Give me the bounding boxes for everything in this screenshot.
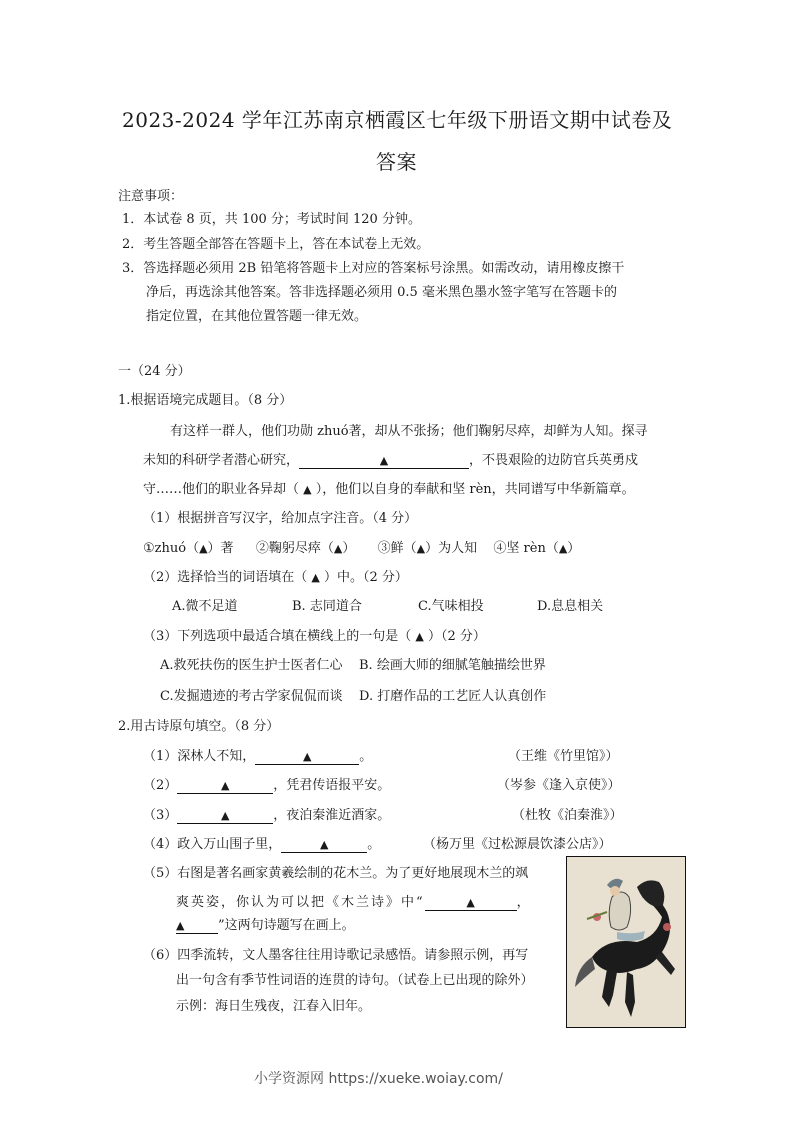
sub-question-2-prompt: （2）选择恰当的词语填在（ ▲ ）中。（2 分）	[143, 570, 408, 585]
mulan-painting	[566, 856, 686, 1028]
section-heading: 一（24 分）	[118, 364, 191, 379]
question-2-heading: 2.用古诗原句填空。（8 分）	[118, 719, 280, 734]
notice-item-3-cont1: 净后，再选涂其他答案。答非选择题必须用 0.5 毫米黑色墨水签字笔写在答题卡的	[146, 285, 617, 300]
pinyin-item-2[interactable]: ②鞠躬尽瘁（▲）	[255, 541, 356, 556]
option-d[interactable]: D.息息相关	[537, 599, 604, 614]
poem-line-3: （3） ▲ ，夜泊秦淮近酒家。	[143, 808, 391, 823]
answer-blank[interactable]: ▲	[255, 750, 359, 765]
option-a[interactable]: A.救死扶伤的医生护士医者仁心	[160, 658, 343, 673]
footer-watermark: 小学资源网 https://xueke.woiay.com/	[254, 1071, 503, 1087]
item-5-line-1: （5）右图是著名画家黄羲绘制的花木兰。为了更好地展现木兰的飒	[143, 866, 529, 881]
notice-item-1: 1．本试卷 8 页，共 100 分；考试时间 120 分钟。	[122, 212, 421, 227]
answer-marker[interactable]: ▲	[303, 483, 312, 496]
pinyin-item-4[interactable]: ④坚 rèn（▲）	[493, 541, 581, 556]
item-6-example: 示例：海日生残夜，江春入旧年。	[176, 999, 372, 1014]
poem-source-4: （杨万里《过松源晨饮漆公店》）	[423, 837, 612, 852]
sub-question-1-items	[143, 537, 580, 556]
pinyin-item-3[interactable]: ③鲜（▲）为人知	[377, 541, 478, 556]
passage-line-3: 守……他们的职业各异却（ ▲ ），他们以自身的奉献和坚 rèn，共同谱写中华新篇章。	[143, 482, 635, 497]
painting-illustration	[567, 857, 685, 1027]
notice-heading: 注意事项：	[118, 189, 184, 204]
item-6-line-1: （6）四季流转，文人墨客往往用诗歌记录感悟。请参照示例，再写	[143, 948, 529, 963]
notice-item-2: 2．考生答题全部答在答题卡上，答在本试卷上无效。	[122, 237, 430, 252]
poem-line-1: （1）深林人不知， ▲ 。	[143, 749, 373, 764]
answer-blank[interactable]: ▲	[177, 809, 273, 824]
question-1-heading: 1.根据语境完成题目。（8 分）	[118, 393, 293, 408]
answer-blank[interactable]: ▲	[177, 779, 273, 794]
item-6-line-2: 出一句含有季节性词语的连贯的诗句。（试卷上已出现的除外）	[176, 973, 534, 988]
answer-blank[interactable]: ▲	[281, 838, 367, 853]
answer-blank[interactable]: ▲	[299, 454, 469, 469]
pinyin-item-1[interactable]: ①zhuó（▲）著	[143, 541, 234, 556]
document-title-line1: 2023-2024 学年江苏南京栖霞区七年级下册语文期中试卷及	[122, 108, 673, 132]
poem-source-3: （杜牧《泊秦淮》）	[512, 808, 623, 823]
answer-blank[interactable]: ▲	[176, 919, 218, 934]
poem-line-2: （2） ▲ ，凭君传语报平安。	[143, 778, 391, 793]
poem-source-1: （王维《竹里馆》）	[508, 749, 619, 764]
poem-source-2: （岑参《逢入京使》）	[497, 778, 621, 793]
passage-line-1: 有这样一群人，他们功勋 zhuó著，却从不张扬；他们鞠躬尽瘁，却鲜为人知。探寻	[170, 424, 648, 439]
answer-blank[interactable]: ▲	[425, 896, 517, 911]
option-b[interactable]: B. 绘画大师的细腻笔触描绘世界	[359, 658, 546, 673]
item-5-line-2: 爽英姿，你认为可以把《木兰诗》中“ ▲ ，	[176, 895, 532, 910]
sub-question-3-prompt: （3）下列选项中最适合填在横线上的一句是（ ▲ ）（2 分）	[143, 629, 486, 644]
sub-question-1-prompt: （1）根据拼音写汉字，给加点字注音。（4 分）	[143, 511, 418, 526]
option-c[interactable]: C.发掘遗迹的考古学家侃侃而谈	[160, 689, 343, 704]
option-c[interactable]: C.气味相投	[418, 599, 484, 614]
poem-line-4: （4）政入万山围子里， ▲ 。	[143, 837, 381, 852]
option-b[interactable]: B. 志同道合	[292, 599, 362, 614]
notice-item-3: 3．答选择题必须用 2B 铅笔将答题卡上对应的答案标号涂黑。如需改动，请用橡皮擦干	[122, 261, 625, 276]
item-5-line-3: ▲ ”这两句诗题写在画上。	[176, 918, 355, 933]
notice-item-3-cont2: 指定位置，在其他位置答题一律无效。	[146, 309, 368, 324]
option-a[interactable]: A.微不足道	[172, 599, 238, 614]
option-d[interactable]: D. 打磨作品的工艺匠人认真创作	[359, 689, 547, 704]
document-title-line2: 答案	[376, 150, 417, 174]
passage-line-2: 未知的科研学者潜心研究， ▲ ，不畏艰险的边防官兵英勇戍	[143, 453, 639, 468]
